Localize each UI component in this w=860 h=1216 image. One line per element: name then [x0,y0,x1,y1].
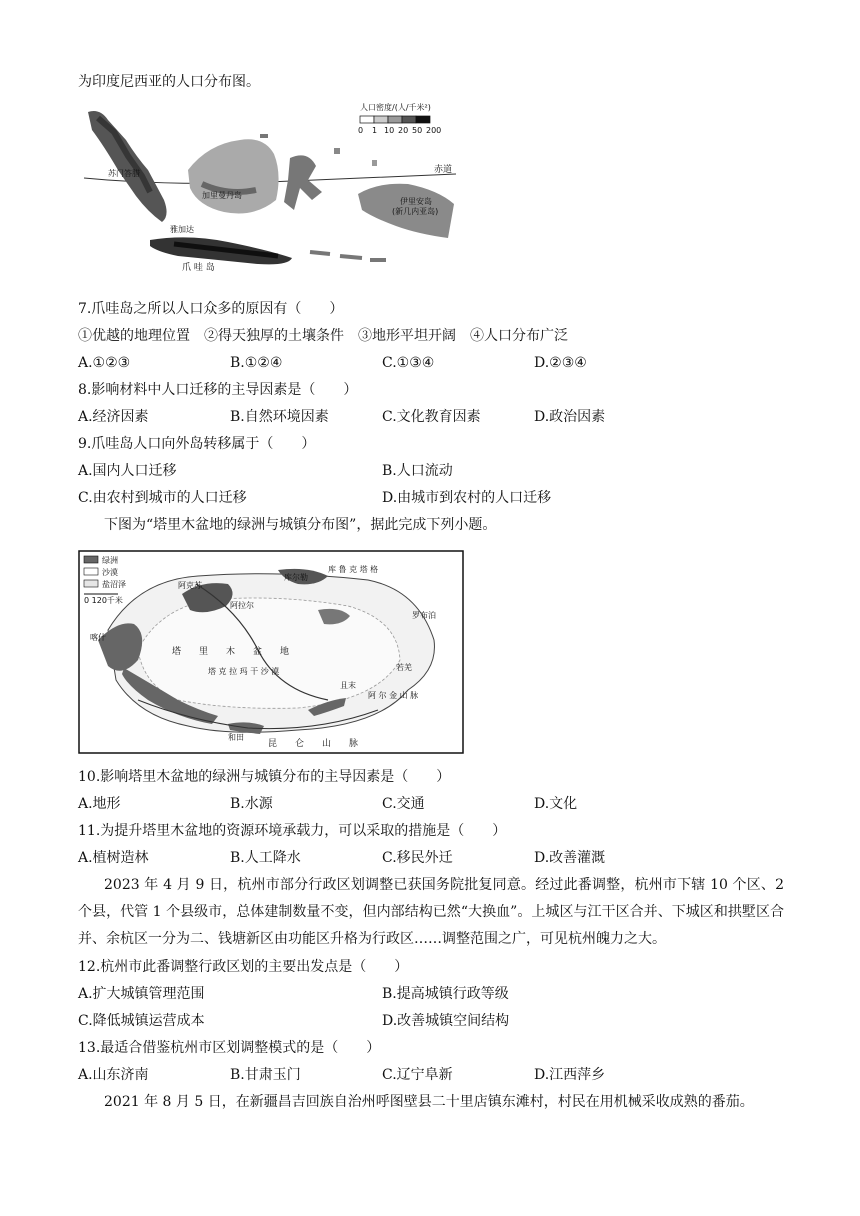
kuruktag-label: 库 鲁 克 塔 格 [328,565,379,574]
q12-options-row1 [78,985,778,1003]
desert-label: 塔 克 拉 玛 干 沙 漠 [208,667,280,676]
q9-options-row1 [78,462,778,480]
city-label: 阿拉尔 [230,601,254,610]
option-b[interactable]: B.甘肃玉门 [230,1067,301,1083]
option-a[interactable]: A.山东济南 [78,1067,149,1083]
city-label: 若羌 [396,663,412,672]
tomato-passage: 2021 年 8 月 5 日，在新疆昌吉回族自治州呼图壁县二十里店镇东滩村，村民在用机械采收成熟的番茄。 [104,1094,754,1110]
legend-tick: 1 [372,126,378,135]
legend-desert: 沙漠 [102,568,118,577]
legend-tick: 200 [426,126,442,135]
q10-stem: 10.影响塔里木盆地的绿洲与城镇分布的主导因素是（ ） [78,769,451,785]
new-guinea-label: (新几内亚岛) [392,207,439,216]
option-a[interactable]: A.植树造林 [78,850,149,866]
legend-oasis: 绿洲 [102,556,118,565]
scale-bar: 0 120千米 [84,596,123,605]
option-a[interactable]: A.①②③ [78,355,131,371]
option-d[interactable]: D.文化 [534,796,578,812]
legend-title: 人口密度/(人/千米²) [360,103,431,112]
tarim-basin-map [78,550,464,754]
q7-stem: 7.爪哇岛之所以人口众多的原因有（ ） [78,301,344,317]
option-d[interactable]: D.江西萍乡 [534,1067,606,1083]
equator-label: 赤道 [434,165,453,175]
irian-label: 伊里安岛 [400,197,432,206]
map2-intro: 下图为“塔里木盆地的绿洲与城镇分布图”，据此完成下列小题。 [104,517,497,533]
option-b[interactable]: B.提高城镇行政等级 [382,986,509,1002]
city-label: 喀什 [90,633,106,642]
q7-items: ①优越的地理位置 ②得天独厚的土壤条件 ③地形平坦开阔 ④人口分布广泛 [78,328,568,344]
city-label: 罗布泊 [412,611,436,620]
q10-options [78,795,778,813]
option-a[interactable]: A.国内人口迁移 [78,463,177,479]
q11-options [78,849,778,867]
option-d[interactable]: D.改善灌溉 [534,850,606,866]
option-d[interactable]: D.改善城镇空间结构 [382,1013,510,1029]
option-c[interactable]: C.降低城镇运营成本 [78,1013,205,1029]
hangzhou-passage-text: 2023 年 4 月 9 日，杭州市部分行政区划调整已获国务院批复同意。经过此番调整，杭州市下辖 10 个区、2 个县，代管 1 个县级市，总体建制数量不变，但内部结构已然“大换血”。上城区与江干区合并、下城区和拱墅区合并、余杭区一分为二、钱塘新区由功能区升格为行政区……调整范围之广，可见杭州魄力之大。 [78,877,784,947]
option-c[interactable]: C.①③④ [382,355,435,371]
hangzhou-passage [78,872,784,953]
city-label: 且末 [340,681,356,690]
q8-options [78,408,778,426]
option-c[interactable]: C.文化教育因素 [382,409,481,425]
option-b[interactable]: B.水源 [230,796,273,812]
option-c[interactable]: C.移民外迁 [382,850,453,866]
kalimantan-label: 加里曼丹岛 [202,191,242,200]
option-c[interactable]: C.由农村到城市的人口迁移 [78,490,247,506]
city-label: 和田 [228,733,244,742]
intro-text: 为印度尼西亚的人口分布图。 [78,74,260,90]
option-b[interactable]: B.①②④ [230,355,283,371]
city-label: 库尔勒 [284,573,308,582]
altun-label: 阿 尔 金 山 脉 [368,691,419,700]
q9-stem: 9.爪哇岛人口向外岛转移属于（ ） [78,436,316,452]
option-c[interactable]: C.交通 [382,796,425,812]
option-b[interactable]: B.人工降水 [230,850,301,866]
option-a[interactable]: A.地形 [78,796,121,812]
legend-salt-marsh: 盐沼泽 [102,580,126,589]
q9-options-row2 [78,489,778,507]
q13-stem: 13.最适合借鉴杭州市区划调整模式的是（ ） [78,1040,381,1056]
basin-label: 塔 里 木 盆 地 [172,647,290,657]
indonesia-population-map [78,100,462,284]
option-b[interactable]: B.自然环境因素 [230,409,329,425]
option-d[interactable]: D.政治因素 [534,409,606,425]
legend-tick: 0 [358,126,364,135]
option-a[interactable]: A.扩大城镇管理范围 [78,986,205,1002]
q12-options-row2 [78,1012,778,1030]
q8-stem: 8.影响材料中人口迁移的主导因素是（ ） [78,382,358,398]
sumatra-label: 苏门答腊 [108,169,140,178]
q13-options [78,1066,778,1084]
q11-stem: 11.为提升塔里木盆地的资源环境承载力，可以采取的措施是（ ） [78,823,507,839]
option-d[interactable]: D.②③④ [534,355,587,371]
city-label: 阿克苏 [178,581,202,590]
q7-options [78,354,778,372]
legend-tick: 50 [412,126,423,135]
option-a[interactable]: A.经济因素 [78,409,149,425]
java-label: 爪 哇 岛 [182,263,215,273]
legend-tick: 10 [384,126,395,135]
option-c[interactable]: C.辽宁阜新 [382,1067,453,1083]
option-d[interactable]: D.由城市到农村的人口迁移 [382,490,552,506]
option-b[interactable]: B.人口流动 [382,463,453,479]
kunlun-label: 昆 仑 山 脉 [268,739,359,749]
jakarta-label: 雅加达 [170,225,194,234]
legend-tick: 20 [398,126,409,135]
q12-stem: 12.杭州市此番调整行政区划的主要出发点是（ ） [78,959,409,975]
